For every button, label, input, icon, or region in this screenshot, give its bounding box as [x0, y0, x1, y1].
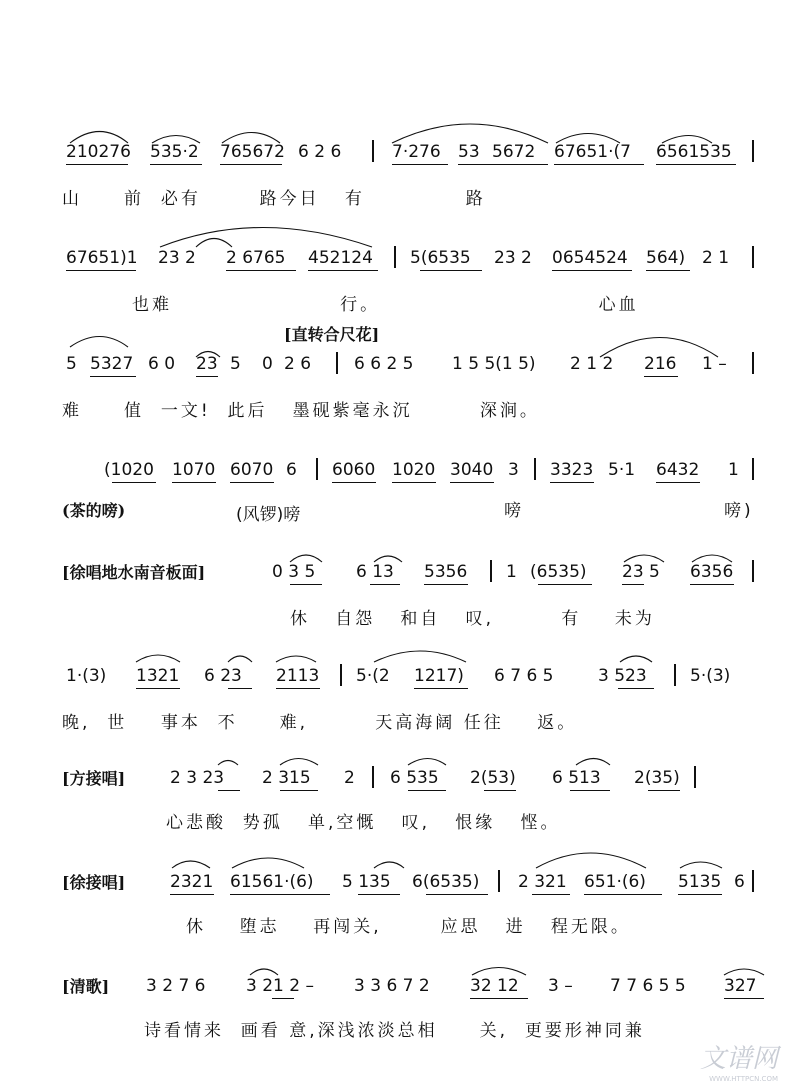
- beam: [218, 790, 240, 791]
- singer-label: [徐接唱]: [62, 873, 126, 892]
- note-group: 7·276: [392, 142, 441, 162]
- beam: [570, 790, 610, 791]
- watermark-text: 文谱网: [699, 1044, 778, 1074]
- beam: [644, 376, 678, 377]
- note-group: 1 5 5(1 5): [452, 354, 536, 374]
- note-group: 6 13: [356, 562, 394, 582]
- note-group: 0 3 5: [272, 562, 316, 582]
- beam: [196, 376, 218, 377]
- note-group: 2: [344, 768, 355, 788]
- beam: [622, 584, 644, 585]
- bar-line: [752, 246, 754, 268]
- beam: [532, 894, 570, 895]
- bar-line: [372, 140, 374, 162]
- beam: [230, 894, 330, 895]
- note-group: 3323: [550, 460, 594, 480]
- note-group: 6(6535): [412, 872, 480, 892]
- beam: [392, 164, 448, 165]
- note-group: 2(53): [470, 768, 516, 788]
- lyrics-line-5: 休 自怨 和自 叹, 有 未为: [290, 609, 655, 629]
- note-group: 23 5: [622, 562, 660, 582]
- note-group: 3040: [450, 460, 494, 480]
- bar-line: [752, 458, 754, 480]
- note-group: 67651)1: [66, 248, 138, 268]
- beam: [66, 164, 128, 165]
- note-group: 6 535: [390, 768, 439, 788]
- note-group: 3 2 7 6: [146, 976, 206, 996]
- beam: [230, 482, 274, 483]
- beam: [550, 482, 594, 483]
- note-group: 2 3 23: [170, 768, 225, 788]
- note-group: 5·(2: [356, 666, 390, 686]
- note-group: 5·(3): [690, 666, 731, 686]
- note-group: 6 0: [148, 354, 176, 374]
- note-group: 765672: [220, 142, 285, 162]
- note-group: 6 6 2 5: [354, 354, 414, 374]
- note-group: 3: [508, 460, 519, 480]
- note-group: 1: [728, 460, 739, 480]
- note-group: 23: [196, 354, 218, 374]
- note-group: 0: [262, 354, 273, 374]
- note-group: 5135: [678, 872, 722, 892]
- beam: [90, 376, 136, 377]
- note-group: 2 6765: [226, 248, 286, 268]
- lyrics-line-7: 心悲酸 势孤 单,空慨 叹, 恨缘 悭。: [166, 813, 561, 833]
- note-group: 67651·(7: [554, 142, 631, 162]
- note-group: 6 23: [204, 666, 242, 686]
- beam: [332, 482, 376, 483]
- note-group: 2321: [170, 872, 214, 892]
- note-group: 7 7 6 5 5: [610, 976, 686, 996]
- beam: [276, 688, 320, 689]
- beam: [690, 584, 734, 585]
- note-group: 535·2: [150, 142, 199, 162]
- lyrics-line-4-4: 嗙): [724, 501, 754, 521]
- bar-line: [498, 870, 500, 892]
- bar-line: [674, 664, 676, 686]
- note-group: 1020: [392, 460, 436, 480]
- note-group: 23 2: [494, 248, 532, 268]
- note-group: 5327: [90, 354, 134, 374]
- beam: [280, 790, 318, 791]
- bar-line: [752, 352, 754, 374]
- watermark-url: WWW.HTTPCN.COM: [709, 1075, 778, 1083]
- beam: [392, 482, 436, 483]
- beam: [220, 164, 282, 165]
- note-group: 6: [734, 872, 745, 892]
- note-group: 6: [286, 460, 297, 480]
- bar-line: [336, 352, 338, 374]
- note-group: 5(6535: [410, 248, 471, 268]
- note-group: 0654524: [552, 248, 628, 268]
- note-group: 6 513: [552, 768, 601, 788]
- note-group: 3 523: [598, 666, 647, 686]
- note-group: 2 1: [702, 248, 730, 268]
- note-group: 1·(3): [66, 666, 107, 686]
- beam: [554, 164, 644, 165]
- note-group: 5356: [424, 562, 468, 582]
- lyrics-line-8: 休 堕志 再闯关, 应思 进 程无限。: [186, 917, 631, 937]
- beam: [552, 270, 632, 271]
- note-group: 3 3 6 7 2: [354, 976, 430, 996]
- beam: [420, 270, 482, 271]
- bar-line: [752, 140, 754, 162]
- note-group: 216: [644, 354, 677, 374]
- note-group: 2 6: [284, 354, 312, 374]
- beam: [584, 894, 662, 895]
- beam: [538, 584, 592, 585]
- lyrics-line-6: 晚, 世 事本 不 难, 天高海阔 任往 返。: [62, 713, 578, 733]
- note-group: 6 7 6 5: [494, 666, 554, 686]
- lyrics-line-4-3: 嗙: [504, 501, 524, 521]
- note-group: 5 135: [342, 872, 391, 892]
- note-group: 32 12: [470, 976, 519, 996]
- note-group: 3 –: [548, 976, 573, 996]
- beam: [484, 790, 516, 791]
- lyrics-line-4-left: (茶的嗙): [62, 501, 126, 520]
- beam: [172, 482, 216, 483]
- note-group: 2 321: [518, 872, 567, 892]
- beam: [426, 894, 488, 895]
- note-group: 5: [66, 354, 77, 374]
- note-group: 1070: [172, 460, 216, 480]
- beam: [66, 270, 136, 271]
- note-group: 23 2: [158, 248, 196, 268]
- beam: [290, 584, 322, 585]
- beam: [648, 790, 680, 791]
- beam: [470, 998, 528, 999]
- note-group: 2 1 2: [570, 354, 614, 374]
- note-group: 1321: [136, 666, 180, 686]
- lyrics-line-2: 也难 行。 心血: [132, 295, 639, 315]
- note-group: 210276: [66, 142, 131, 162]
- note-group: (1020: [104, 460, 154, 480]
- beam: [678, 894, 722, 895]
- beam: [656, 164, 736, 165]
- note-group: 53: [458, 142, 480, 162]
- note-group: 3 21 2 –: [246, 976, 314, 996]
- lyrics-line-1: 山 前 必有 路今日 有 路: [62, 189, 486, 209]
- beam: [450, 482, 494, 483]
- note-group: 2 315: [262, 768, 311, 788]
- beam: [724, 998, 764, 999]
- singer-label: [方接唱]: [62, 769, 126, 788]
- bar-line: [316, 458, 318, 480]
- note-group: 6060: [332, 460, 376, 480]
- note-group: 2(35): [634, 768, 680, 788]
- bar-line: [372, 766, 374, 788]
- bar-line: [752, 870, 754, 892]
- note-group: 651·(6): [584, 872, 646, 892]
- beam: [150, 164, 202, 165]
- note-group: 6 2 6: [298, 142, 342, 162]
- beam: [170, 894, 214, 895]
- beam: [618, 688, 654, 689]
- note-group: 6432: [656, 460, 700, 480]
- beam: [358, 894, 400, 895]
- note-group: 452124: [308, 248, 373, 268]
- lyrics-line-4-mid: (风锣)嗙: [236, 505, 301, 525]
- note-group: 1: [506, 562, 517, 582]
- beam: [308, 270, 378, 271]
- singer-label: [徐唱地水南音板面]: [62, 563, 206, 582]
- section-annotation: [直转合尺花]: [284, 325, 380, 344]
- beam: [424, 584, 468, 585]
- singer-label: [清歌]: [62, 977, 110, 996]
- beam: [228, 688, 252, 689]
- note-group: 1217): [414, 666, 464, 686]
- note-group: 327: [724, 976, 757, 996]
- bar-line: [694, 766, 696, 788]
- beam: [458, 164, 548, 165]
- beam: [112, 482, 156, 483]
- note-group: 6070: [230, 460, 274, 480]
- beam: [408, 790, 446, 791]
- note-group: 2113: [276, 666, 320, 686]
- bar-line: [534, 458, 536, 480]
- note-group: (6535): [530, 562, 587, 582]
- lyrics-line-3: 难 值 一文! 此后 墨砚紫毫永沉 深涧。: [62, 401, 540, 421]
- bar-line: [394, 246, 396, 268]
- beam: [370, 584, 400, 585]
- bar-line: [490, 560, 492, 582]
- note-group: 564): [646, 248, 686, 268]
- beam: [226, 270, 296, 271]
- note-group: 6356: [690, 562, 734, 582]
- note-group: 5: [230, 354, 241, 374]
- note-group: 5·1: [608, 460, 636, 480]
- lyrics-line-9: 诗看情来 画看 意,深浅浓淡总相 关, 更要形神同兼: [144, 1021, 645, 1041]
- beam: [272, 998, 294, 999]
- beam: [414, 688, 468, 689]
- bar-line: [752, 560, 754, 582]
- note-group: 6561535: [656, 142, 732, 162]
- note-group: 1 –: [702, 354, 727, 374]
- beam: [656, 482, 700, 483]
- site-watermark: [700, 1038, 778, 1083]
- bar-line: [340, 664, 342, 686]
- beam: [136, 688, 180, 689]
- beam: [646, 270, 690, 271]
- note-group: 61561·(6): [230, 872, 314, 892]
- note-group: 5672: [492, 142, 536, 162]
